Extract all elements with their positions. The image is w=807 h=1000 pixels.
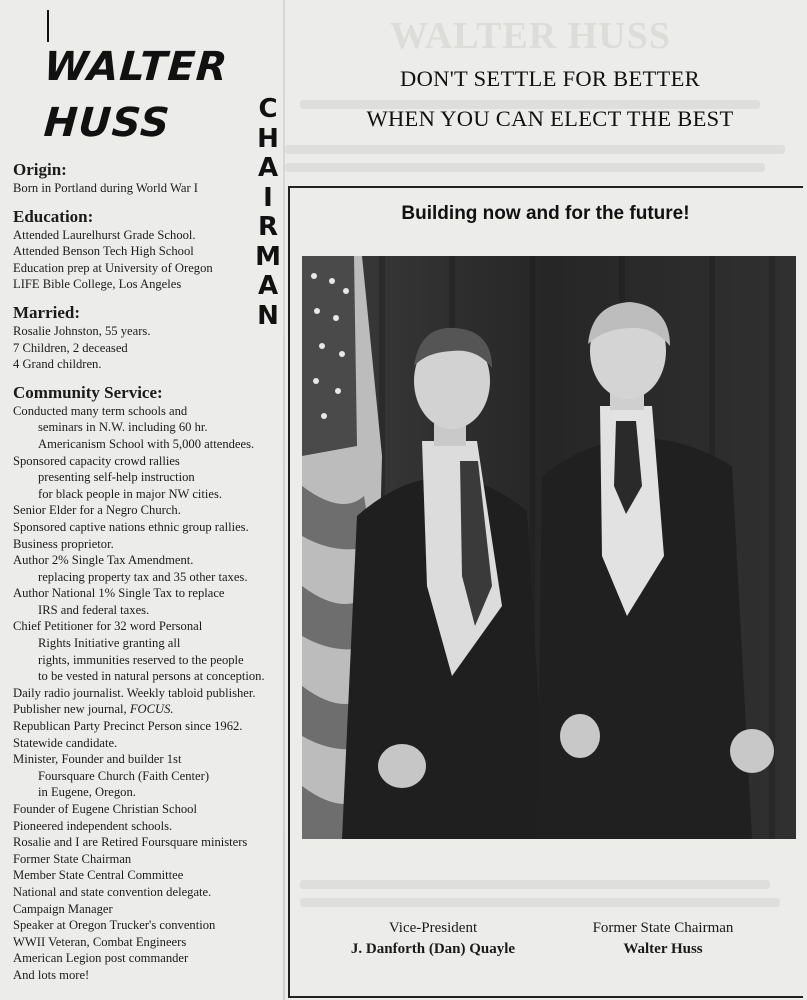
vertical-letter: A xyxy=(257,271,279,301)
bio-line: 7 Children, 2 deceased xyxy=(13,340,128,355)
bio-line: LIFE Bible College, Los Angeles xyxy=(13,277,182,292)
bio-line: Sponsored captive nations ethnic group rallies. xyxy=(13,519,249,534)
bio-line: Author National 1% Single Tax to replace xyxy=(13,586,225,601)
section-heading-community: Community Service: xyxy=(13,382,163,402)
bio-line: Former State Chairman xyxy=(13,851,132,866)
bio-line: Rights Initiative granting all xyxy=(38,636,181,651)
bio-line: presenting self-help instruction xyxy=(38,470,195,485)
bio-line: Chief Petitioner for 32 word Personal xyxy=(13,619,203,634)
bio-line: Attended Benson Tech High School xyxy=(13,244,194,259)
vertical-letter: A xyxy=(257,153,279,183)
bio-line: American Legion post commander xyxy=(13,951,189,966)
bio-line: to be vested in natural persons at conception. xyxy=(38,669,265,684)
bio-line: Conducted many term schools and xyxy=(13,403,188,418)
biography xyxy=(13,160,295,984)
section-heading-education: Education: xyxy=(13,206,94,226)
headline-line-2: WHEN YOU CAN ELECT THE BEST xyxy=(366,106,734,131)
bio-line: Daily radio journalist. Weekly tabloid publisher. xyxy=(13,685,256,700)
bio-line: Education prep at University of Oregon xyxy=(13,260,213,275)
section-heading-married: Married: xyxy=(13,302,81,322)
bleed-through-text xyxy=(285,145,785,154)
bio-line: Founder of Eugene Christian School xyxy=(13,802,197,816)
bio-line: Born in Portland during World War I xyxy=(13,181,198,195)
bio-line: Attended Laurelhurst Grade School. xyxy=(13,227,196,242)
vertical-letter: M xyxy=(255,241,281,272)
bio-line: And lots more! xyxy=(13,967,90,982)
caption-role: Former State Chairman xyxy=(592,920,734,936)
pen-mark xyxy=(47,10,49,42)
vertical-letter: C xyxy=(258,94,278,124)
bio-line: Rosalie and I are Retired Foursquare ministers xyxy=(13,835,248,850)
photograph xyxy=(302,256,796,839)
bio-line-text: Publisher new journal, xyxy=(13,702,127,717)
vertical-letter: H xyxy=(257,123,279,154)
photograph-illustration xyxy=(302,256,796,839)
bio-line: Speaker at Oregon Trucker's convention xyxy=(13,918,216,933)
caption-role: Vice-President xyxy=(388,920,478,936)
bio-line: Foursquare Church (Faith Center) xyxy=(38,768,210,783)
logo-line-2: HUSS xyxy=(42,100,172,146)
bio-line: Americanism School with 5,000 attendees. xyxy=(38,436,255,451)
bio-line: Pioneered independent schools. xyxy=(13,818,173,833)
caption-vice-president xyxy=(318,918,548,960)
vertical-letter: N xyxy=(257,300,279,331)
bio-line: in Eugene, Oregon. xyxy=(38,785,136,800)
photo-box-title: Building now and for the future! xyxy=(401,203,690,224)
bleed-through-heading: WALTER HUSS xyxy=(390,15,671,57)
bio-line: Member State Central Committee xyxy=(13,868,184,883)
bio-line: Republican Party Precinct Person since 1962. xyxy=(13,719,243,734)
bio-line xyxy=(13,701,295,718)
caption-former-chairman xyxy=(548,918,778,960)
bio-line: replacing property tax and 35 other taxes. xyxy=(38,569,248,584)
caption-name: J. Danforth (Dan) Quayle xyxy=(350,941,516,957)
bio-line: Statewide candidate. xyxy=(13,735,118,750)
bio-line: for black people in major NW cities. xyxy=(38,486,223,501)
section-heading-origin: Origin: xyxy=(13,160,67,179)
bio-line: rights, immunities reserved to the people xyxy=(38,652,244,667)
caption-name: Walter Huss xyxy=(623,941,703,957)
bio-line: seminars in N.W. including 60 hr. xyxy=(38,420,208,435)
bio-line: Senior Elder for a Negro Church. xyxy=(13,503,181,518)
bio-line: WWII Veteran, Combat Engineers xyxy=(13,934,187,949)
bio-line: Business proprietor. xyxy=(13,536,114,551)
bio-line: Campaign Manager xyxy=(13,901,113,916)
bleed-through-text xyxy=(285,163,765,172)
logo-line-1: WALTER xyxy=(42,44,230,90)
bio-line: National and state convention delegate. xyxy=(13,884,212,899)
headline-line-1: DON'T SETTLE FOR BETTER xyxy=(400,66,700,91)
bio-line: Author 2% Single Tax Amendment. xyxy=(13,553,194,568)
bio-line: 4 Grand children. xyxy=(13,357,102,372)
bio-line: Rosalie Johnston, 55 years. xyxy=(13,323,151,338)
vertical-letter: R xyxy=(257,212,279,242)
bio-line: IRS and federal taxes. xyxy=(38,602,150,617)
journal-name: FOCUS. xyxy=(129,702,174,717)
bio-line: Minister, Founder and builder 1st xyxy=(13,752,182,767)
bio-line: Sponsored capacity crowd rallies xyxy=(13,453,180,468)
vertical-letter: I xyxy=(263,182,273,213)
